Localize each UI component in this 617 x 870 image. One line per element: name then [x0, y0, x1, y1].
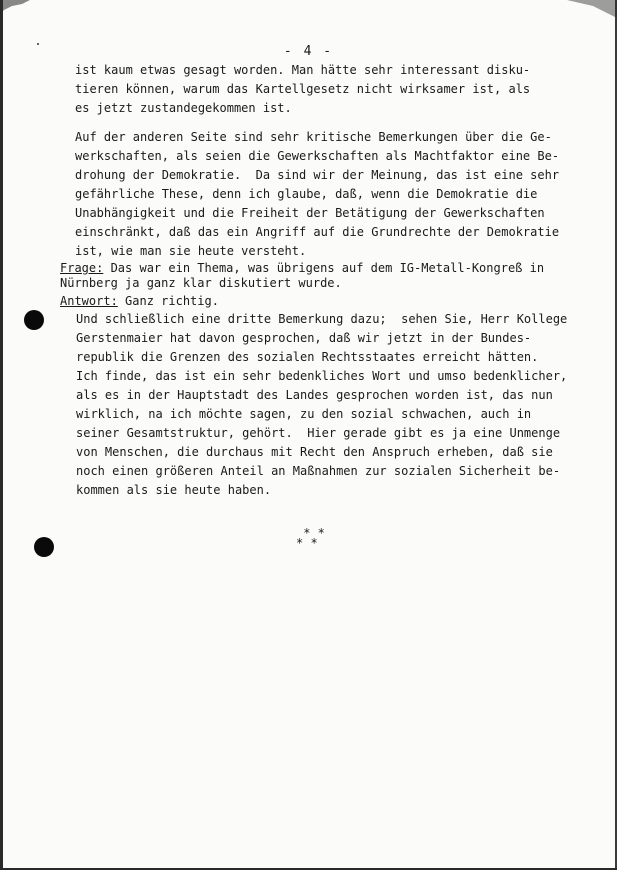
- question-label: Frage:: [60, 261, 104, 275]
- scan-noise-top-left: [0, 0, 40, 50]
- scan-edge-left: [0, 0, 3, 870]
- scan-noise-top-right: [557, 0, 617, 40]
- section-divider-stars: * * * *: [296, 526, 325, 550]
- punch-hole: [24, 310, 44, 330]
- paragraph-2: Auf der anderen Seite sind sehr kritische Bemerkungen über die Ge- werkschaften, als seien die Gewerkschaften als Machtfaktor eine Be- drohung der Demokratie. Da sind wir der Meinung, das ist eine sehr gefährliche These, denn ich glaube, daß, wenn die Demokratie die Unabhängigkeit und die Freiheit der Betätigung der Gewerkschaften einschränkt, daß das ein Angriff auf die Grundrechte der Demokratie ist, wie man sie heute versteht.: [75, 130, 560, 258]
- answer-block: Antwort: Ganz richtig.: [60, 294, 219, 308]
- punch-hole: [34, 537, 54, 557]
- question-block: Frage: Das war ein Thema, was übrigens auf dem IG-Metall-Kongreß in Nürnberg ja ganz klar diskutiert wurde.: [60, 261, 545, 290]
- paragraph-3: Und schließlich eine dritte Bemerkung dazu; sehen Sie, Herr Kollege Gerstenmaier hat davon gesprochen, daß wir jetzt in der Bundes- republik die Grenzen des sozialen Rechtsstaates erreicht hätten. Ich finde, das ist ein sehr bedenkliches Wort und umso bedenklicher, als es in der Hauptstadt des Landes gesprochen worden ist, das nun wirklich, na ich möchte sagen, zu den sozial schwachen, auch in seiner Gesamtstruktur, gehört. Hier gerade gibt es ja eine Unmenge von Menschen, die durchaus mit Recht den Anspruch erheben, daß sie noch einen größeren Anteil an Maßnahmen zur sozialen Sicherheit be- kommen als sie heute haben.: [76, 312, 568, 497]
- page-number: - 4 -: [283, 44, 334, 59]
- answer-label: Antwort:: [60, 294, 118, 308]
- paragraph-1: ist kaum etwas gesagt worden. Man hätte sehr interessant disku- tieren können, warum das Kartellgesetz nicht wirksamer ist, als es jetzt zustandegekommen ist.: [75, 63, 531, 115]
